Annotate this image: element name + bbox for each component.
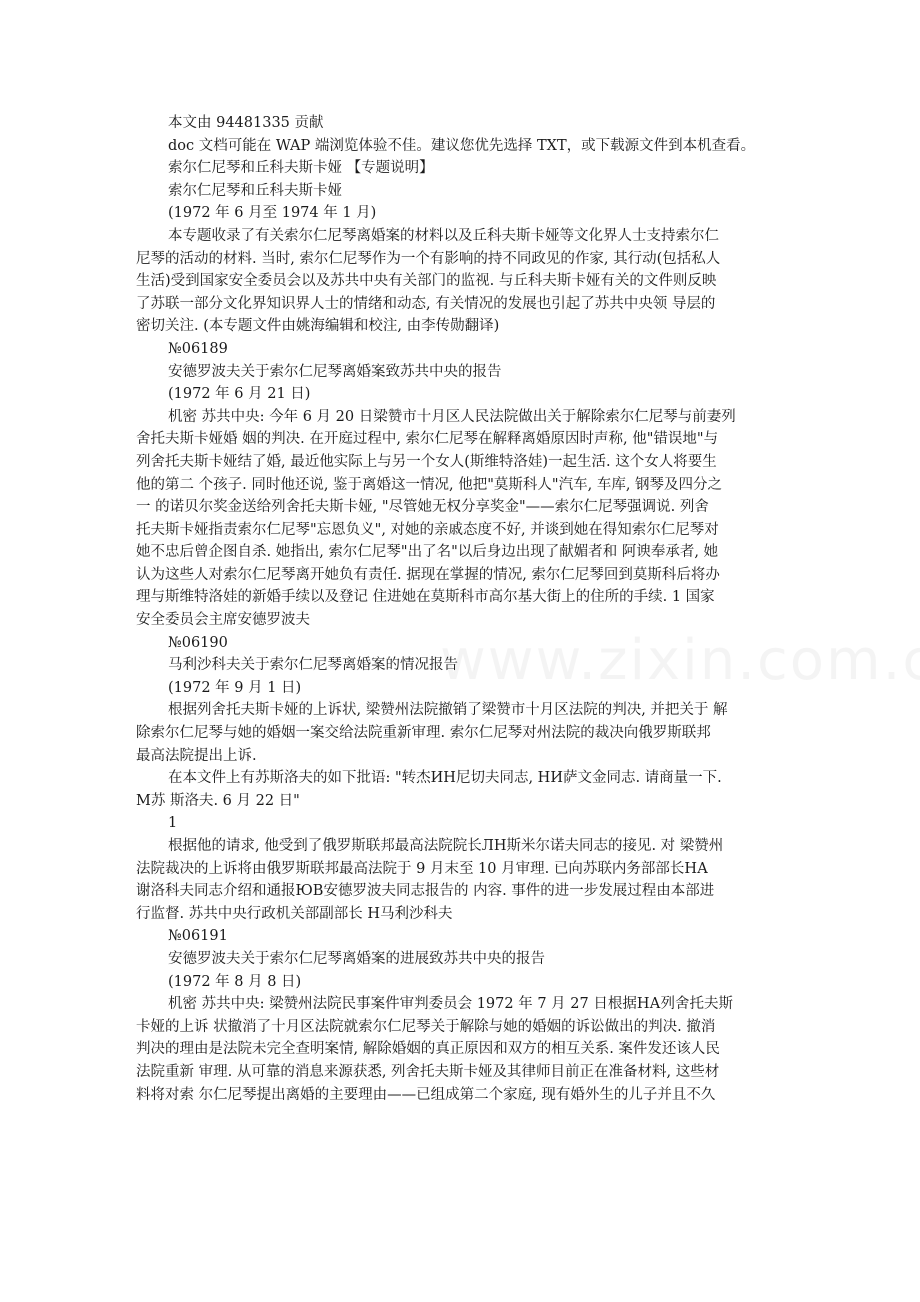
- doc-body-line: 认为这些人对索尔仁尼琴离开她负有责任. 据现在掌握的情况, 索尔仁尼琴回到莫斯科后将办: [136, 566, 720, 583]
- annotation-line: М苏 斯洛夫. 6 月 22 日": [136, 792, 300, 809]
- doc-body-line: 机密 苏共中央: 梁赞州法院民事案件审判委员会 1972 年 7 月 27 日根据НА列舍托夫斯: [168, 996, 733, 1013]
- doc-body-line: 判决的理由是法院未完全查明案情, 解除婚姻的真正原因和双方的相互关系. 案件发还该人民: [136, 1041, 720, 1058]
- document-body: [136, 112, 796, 1106]
- doc-number: №06190: [168, 634, 228, 651]
- doc-body-line: 她不忠后曾企图自杀. 她指出, 索尔仁尼琴"出了名"以后身边出现了献媚者和 阿谀奉承者, 她: [136, 544, 719, 561]
- intro-line: 生活)受到国家安全委员会以及苏共中央有关部门的监视. 与丘科夫斯卡娅有关的文件则反映: [136, 273, 717, 290]
- intro-line: 密切关注. (本专题文件由姚海编辑和校注, 由李传勋翻译): [136, 318, 500, 335]
- annotation-line: 在本文件上有苏斯洛夫的如下批语: "转杰ИН尼切夫同志, НИ萨文金同志. 请商量一下.: [168, 770, 722, 787]
- intro-paragraph: [136, 225, 796, 338]
- doc-body-line: 他的第二 个孩子. 同时他还说, 鉴于离婚这一情况, 他把"莫斯科人"汽车, 车库, 钢琴及四分之: [136, 476, 723, 493]
- doc-body-line: 卡娅的上诉 状撤消了十月区法院就索尔仁尼琴关于解除与她的婚姻的诉讼做出的判决. 撤消: [136, 1018, 716, 1035]
- doc-body-line: 理与斯维特洛娃的新婚手续以及登记 住进她在莫斯科市高尔基大街上的住所的手续. 1 国家: [136, 589, 715, 606]
- topic-title: 索尔仁尼琴和丘科夫斯卡娅 【专题说明】: [168, 160, 434, 177]
- doc-date: (1972 年 8 月 8 日): [168, 973, 302, 990]
- doc-body-line: 谢洛科夫同志介绍和通报ЮВ安德罗波夫同志报告的 内容. 事件的进一步发展过程由本部进: [136, 883, 715, 900]
- doc-body-line: 一 的诺贝尔奖金送给列舍托夫斯卡娅, "尽管她无权分享奖金"——索尔仁尼琴强调说. 列舍: [136, 499, 709, 516]
- doc-title: 安德罗波夫关于索尔仁尼琴离婚案的进展致苏共中央的报告: [168, 950, 545, 967]
- doc-body-line: 安全委员会主席安德罗波夫: [136, 612, 310, 629]
- contributor-line: 本文由 94481335 贡献: [168, 115, 324, 131]
- doc-body: [136, 993, 796, 1106]
- doc-title: 安德罗波夫关于索尔仁尼琴离婚案致苏共中央的报告: [168, 363, 502, 380]
- doc-body-line: 根据列舍托夫斯卡娅的上诉状, 梁赞州法院撤销了梁赞市十月区法院的判决, 并把关于 解: [168, 702, 728, 719]
- intro-line: 尼琴的活动的材料. 当时, 索尔仁尼琴作为一个有影响的持不同政见的作家, 其行动(包括私人: [136, 250, 721, 267]
- doc-number: №06191: [168, 928, 228, 945]
- intro-line: 了苏联一部分文化界知识界人士的情绪和动态, 有关情况的发展也引起了苏共中央领 导层的: [136, 295, 716, 312]
- doc-body-line: 行监督. 苏共中央行政机关部副部长 Н马利沙科夫: [136, 905, 453, 922]
- doc-body-line: 机密 苏共中央: 今年 6 月 20 日梁赞市十月区人民法院做出关于解除索尔仁尼琴与前妻列: [168, 408, 736, 425]
- doc-body-line: 托夫斯卡娅指责索尔仁尼琴"忘恩负义", 对她的亲戚态度不好, 并谈到她在得知索尔仁尼琴对: [136, 521, 719, 538]
- doc-body-line: 法院裁决的上诉将由俄罗斯联邦最高法院于 9 月末至 10 月审理. 已向苏联内务部部长НА: [136, 860, 708, 877]
- doc-date: (1972 年 6 月 21 日): [168, 386, 311, 403]
- doc-number: №06189: [168, 340, 228, 357]
- doc-body: [136, 406, 796, 632]
- doc-body-line: 列舍托夫斯卡娅结了婚, 最近他实际上与另一个女人(斯维特洛娃)一起生活. 这个女人将要生: [136, 453, 717, 470]
- doc-body-line: 根据他的请求, 他受到了俄罗斯联邦最高法院院长ЛН斯米尔诺夫同志的接见. 对 梁赞州: [168, 838, 724, 854]
- doc-body: [136, 699, 796, 925]
- format-notice: doc 文档可能在 WAP 端浏览体验不佳。建议您优先选择 TXT，或下载源文件到本机查看。: [168, 137, 756, 154]
- doc-body-line: 舍托夫斯卡娅婚 姻的判决. 在开庭过程中, 索尔仁尼琴在解释离婚原因时声称, 他"错误地"与: [136, 431, 719, 448]
- doc-body-line: 除索尔仁尼琴与她的婚姻一案交给法院重新审理. 索尔仁尼琴对州法院的裁决向俄罗斯联邦: [136, 725, 711, 742]
- doc-body-line: 最高法院提出上诉.: [136, 747, 257, 764]
- doc-date: (1972 年 9 月 1 日): [168, 679, 302, 696]
- doc-body-line: 法院重新 审理. 从可靠的消息来源获悉, 列舍托夫斯卡娅及其律师目前正在准备材料, 这些材: [136, 1063, 720, 1080]
- doc-title: 马利沙科夫关于索尔仁尼琴离婚案的情况报告: [168, 657, 458, 674]
- topic-subtitle: 索尔仁尼琴和丘科夫斯卡娅: [168, 182, 342, 199]
- doc-body-line: 料将对索 尔仁尼琴提出离婚的主要理由——已组成第二个家庭, 现有婚外生的儿子并且不久: [136, 1086, 716, 1103]
- page-mark: 1: [168, 815, 178, 832]
- intro-line: 本专题收录了有关索尔仁尼琴离婚案的材料以及丘科夫斯卡娅等文化界人士支持索尔仁: [168, 227, 719, 244]
- topic-period: (1972 年 6 月至 1974 年 1 月): [168, 205, 377, 222]
